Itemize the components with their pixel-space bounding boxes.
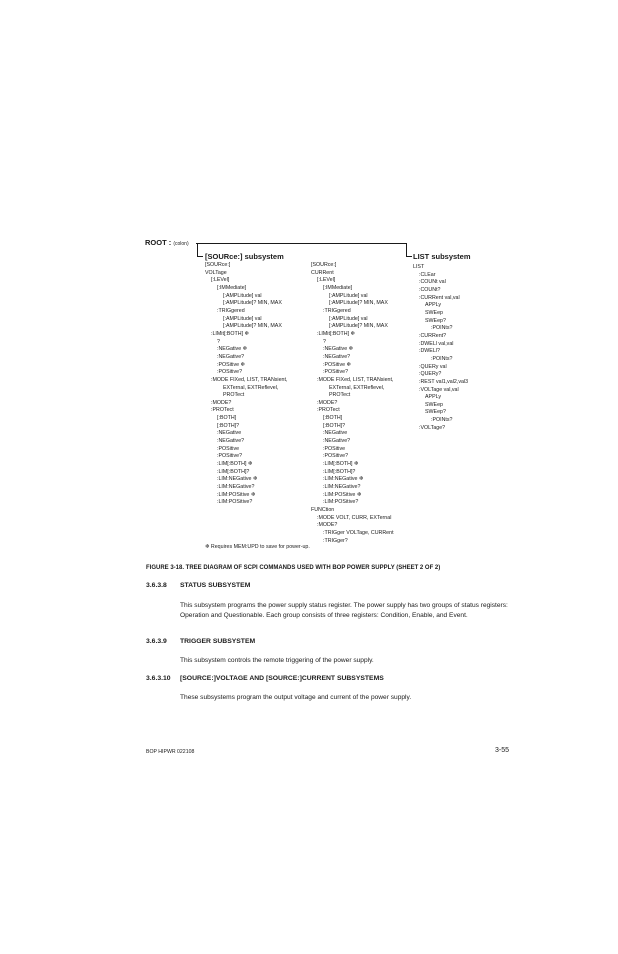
tree-node: [:BOTH] <box>323 415 343 422</box>
tree-node: CURRent <box>311 269 334 276</box>
tree-node: LIST <box>413 264 425 270</box>
list-subsystem-title: LIST subsystem <box>413 252 471 261</box>
tree-node: :LIM[:BOTH]? <box>323 468 356 475</box>
tree-node: :POSitive <box>217 445 240 452</box>
tree-node: :NEGative ❄ <box>217 346 248 353</box>
tree-node: :POINts? <box>431 355 453 362</box>
tree-node: :PROTect <box>211 407 234 414</box>
tree-node: :LIM:POSitive? <box>217 499 253 506</box>
tree-node: [:AMPLitude] val <box>223 315 262 322</box>
tree-node: [:IMMediate] <box>323 284 353 291</box>
tree-node: :QUERy? <box>419 371 442 378</box>
root-label <box>145 238 189 247</box>
tree-node: :MODE FIXed, LIST, TRANsient, <box>317 376 394 383</box>
source-branch-vertical <box>197 243 198 257</box>
tree-node: :LIMit[:BOTH] ❄ <box>317 330 355 337</box>
tree-node: :POSitive ❄ <box>217 361 245 368</box>
tree-node: :POSitive ❄ <box>323 361 351 368</box>
tree-node: :MODE? <box>211 399 232 406</box>
tree-node: :CURRent? <box>419 332 447 339</box>
tree-node: [:BOTH] <box>217 415 237 422</box>
tree-node: FUNCtion <box>311 507 335 513</box>
tree-node: [:LEVel] <box>211 277 230 284</box>
voltage-tree <box>205 262 287 507</box>
tree-node: APPLy <box>425 394 441 401</box>
tree-node: ? <box>323 338 326 345</box>
tree-node: [:AMPLitude]? MIN, MAX <box>223 300 282 307</box>
tree-node: :LIM[:BOTH] ❄ <box>323 461 359 468</box>
tree-node: :TRIGger VOLTage, CURRent <box>323 529 394 536</box>
tree-node: :LIM:POSitive ❄ <box>217 491 256 498</box>
tree-node: SWEep? <box>425 409 446 416</box>
tree-node: :POSitive? <box>323 369 349 376</box>
tree-node: :CURRent val,val <box>419 294 460 301</box>
tree-node: :MODE? <box>317 399 338 406</box>
tree-node: :PROTect <box>317 407 340 414</box>
tree-node: :MODE VOLT, CURR, EXTernal <box>317 514 392 521</box>
tree-node: [:AMPLitude]? MIN, MAX <box>329 300 388 307</box>
figure-caption: FIGURE 3-18. TREE DIAGRAM OF SCPI COMMANDS USED WITH BOP POWER SUPPLY (SHEET 2 OF 2) <box>146 565 441 571</box>
tree-node: :DWELl? <box>419 348 440 355</box>
section-number: 3.6.3.9 <box>146 638 167 645</box>
tree-node: [:AMPLitude]? MIN, MAX <box>329 323 388 330</box>
tree-node: :QUERy val <box>419 363 447 370</box>
list-branch-vertical <box>406 243 407 257</box>
tree-node: [SOURce:] <box>311 262 337 268</box>
section-title: TRIGGER SUBSYSTEM <box>180 638 256 645</box>
tree-node: [:LEVel] <box>317 277 336 284</box>
tree-node: :MODE FIXed, LIST, TRANsient, <box>211 376 288 383</box>
tree-node: :LIM[:BOTH]? <box>217 468 250 475</box>
tree-node: :LIM:POSitive? <box>323 499 359 506</box>
tree-node: :MODE? <box>317 522 338 529</box>
tree-node: :VOLTage? <box>419 424 446 431</box>
tree-node: :TRIGger? <box>323 537 348 544</box>
tree-node: :NEGative <box>323 430 348 437</box>
tree-node: VOLTage <box>205 269 227 276</box>
tree-node: SWEep <box>425 401 443 408</box>
tree-node: [:BOTH]? <box>217 422 240 429</box>
current-tree <box>311 262 394 545</box>
tree-node: :NEGative <box>217 430 242 437</box>
section-body: These subsystems program the output voltage and current of the power supply. <box>180 694 412 701</box>
tree-node: EXTernal, EXTReflevel, <box>223 384 279 391</box>
page-number: 3-55 <box>494 747 509 754</box>
tree-node: ? <box>217 338 220 345</box>
tree-node: :POINts? <box>431 417 453 424</box>
tree-node: :CLEar <box>419 271 436 278</box>
tree-node: :POSitive? <box>323 453 349 460</box>
tree-node: :POSitive <box>323 445 346 452</box>
diagram-footnote: ❄ Requires MEM:UPD to save for power-up. <box>205 544 310 550</box>
tree-node: PROTect <box>223 392 245 399</box>
tree-node: EXTernal, EXTReflevel, <box>329 384 385 391</box>
root-connector-horizontal <box>196 243 407 244</box>
tree-node: [:IMMediate] <box>217 284 247 291</box>
tree-node: [:AMPLitude] val <box>329 315 368 322</box>
tree-node: :NEGative? <box>217 438 245 445</box>
tree-node: [:BOTH]? <box>323 422 346 429</box>
tree-node: :LIMit[:BOTH] ❄ <box>211 330 249 337</box>
tree-node: PROTect <box>329 392 351 399</box>
tree-node: :LIM:POSitive ❄ <box>323 491 362 498</box>
list-branch-horizontal <box>406 256 412 257</box>
tree-node: SWEep? <box>425 317 446 324</box>
tree-node: :LIM:NEGative ❄ <box>323 476 364 483</box>
tree-node: [:AMPLitude]? MIN, MAX <box>223 323 282 330</box>
tree-node: :POSitive? <box>217 369 243 376</box>
tree-node: :NEGative ❄ <box>323 346 354 353</box>
tree-node: :COUNt? <box>419 286 441 293</box>
tree-node: [:AMPLitude] val <box>329 292 368 299</box>
root-text: ROOT : <box>145 238 172 247</box>
tree-node: :REST val1,val2,val3 <box>419 378 469 385</box>
tree-node: :NEGative? <box>323 438 351 445</box>
tree-node: :VOLTage val,val <box>419 386 459 393</box>
source-subsystem-title: [SOURce:] subsystem <box>205 252 284 261</box>
tree-node: :NEGative? <box>217 353 245 360</box>
tree-node: APPLy <box>425 302 441 309</box>
tree-node: [SOURce:] <box>205 262 231 268</box>
tree-node: :LIM:NEGative? <box>323 484 361 491</box>
section-body: This subsystem controls the remote triggering of the power supply. <box>180 657 374 664</box>
tree-node: :COUNt val <box>419 279 446 286</box>
section-number: 3.6.3.8 <box>146 582 167 589</box>
tree-node: :NEGative? <box>323 353 351 360</box>
tree-node: :POSitive? <box>217 453 243 460</box>
tree-node: :LIM:NEGative? <box>217 484 255 491</box>
tree-node: :TRIGgered <box>323 307 351 314</box>
tree-node: :LIM:NEGative ❄ <box>217 476 258 483</box>
section-title: [SOURCE:]VOLTAGE AND [SOURCE:]CURRENT SUBSYSTEMS <box>180 675 384 682</box>
tree-node: SWEep <box>425 309 443 316</box>
root-colon-note: (colon) <box>173 241 189 247</box>
source-branch-horizontal <box>197 256 203 257</box>
tree-node: :TRIGgered <box>217 307 245 314</box>
section-title: STATUS SUBSYSTEM <box>180 582 251 589</box>
footer-doc-id: BOP HIPWR 022108 <box>146 749 195 755</box>
tree-node: [:AMPLitude] val <box>223 292 262 299</box>
section-body: This subsystem programs the power supply status register. The power supply has two groups of status registers: Operation and Questionable. Each group consists of three registers: Condition, Enable, and Event. <box>180 602 508 619</box>
tree-node: :LIM[:BOTH] ❄ <box>217 461 253 468</box>
tree-node: :DWELl val,val <box>419 340 454 347</box>
list-tree <box>413 264 468 432</box>
section-number: 3.6.3.10 <box>146 675 171 682</box>
tree-node: :POINts? <box>431 325 453 332</box>
